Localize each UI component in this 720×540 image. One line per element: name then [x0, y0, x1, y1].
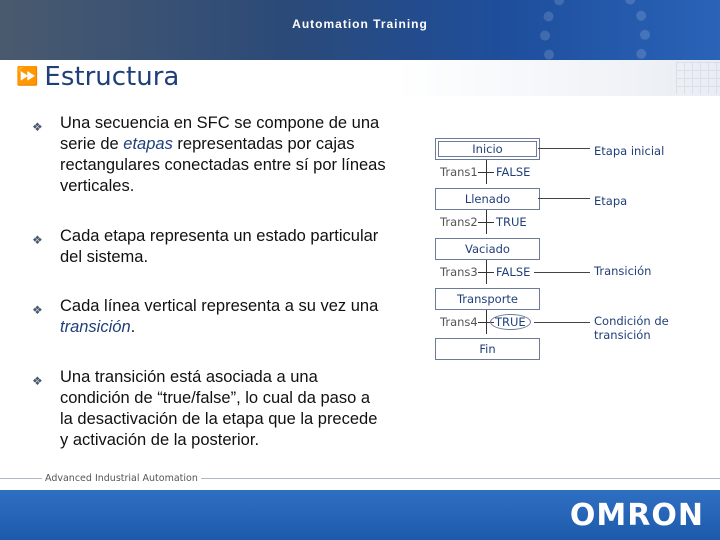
callout-pointer: [534, 322, 590, 323]
sfc-step-inicio: Inicio: [435, 138, 540, 160]
sfc-step-vaciado: Vaciado: [435, 238, 540, 260]
callout-pointer: [534, 272, 590, 273]
transition-condition: FALSE: [496, 165, 531, 179]
footer-label: Advanced Industrial Automation: [42, 473, 201, 484]
omron-logo: OMRON: [569, 498, 704, 533]
sfc-step-llenado: Llenado: [435, 188, 540, 210]
bullet-emphasis: transición: [60, 318, 131, 336]
transition-name: Trans3: [440, 265, 478, 279]
transition-condition: TRUE: [496, 215, 527, 229]
grid-decoration: [676, 62, 720, 94]
transition-condition: FALSE: [496, 265, 531, 279]
callout-initial-step: Etapa inicial: [594, 144, 665, 158]
sfc-transition-bar: [478, 222, 494, 223]
diamond-bullet-icon: ❖: [32, 120, 43, 134]
footer-bar: [0, 490, 720, 540]
bullet-emphasis: etapas: [123, 135, 173, 153]
bullet-text: Cada etapa representa un estado particular del sistema.: [60, 227, 379, 266]
sfc-diagram: [420, 130, 710, 370]
bullet-text: Una secuencia en SFC se compone de una serie de: [60, 114, 380, 153]
callout-pointer: [538, 148, 590, 149]
transition-name: Trans1: [440, 165, 478, 179]
bullet-item: [32, 296, 387, 367]
bullet-item: [32, 226, 387, 296]
sfc-step-fin: Fin: [435, 338, 540, 360]
sfc-transition-bar: [478, 172, 494, 173]
diamond-bullet-icon: ❖: [32, 374, 43, 388]
callout-pointer: [538, 198, 590, 199]
diamond-bullet-icon: ❖: [32, 303, 43, 317]
transition-condition: TRUE: [490, 314, 531, 330]
transition-name: Trans2: [440, 215, 478, 229]
transition-name: Trans4: [440, 315, 478, 329]
bullet-text: representadas por cajas rectangulares conectadas entre sí por líneas verticales.: [60, 135, 386, 195]
slide-heading-text: Estructura: [44, 62, 180, 92]
slide-heading: [16, 62, 179, 92]
bullet-text: Una transición está asociada a una condición de “true/false”, lo cual da paso a la desactivación de la etapa que la precede y activación de la posterior.: [60, 368, 378, 449]
bullet-item: [32, 113, 387, 226]
callout-step: Etapa: [594, 194, 628, 208]
callout-transition: Transición: [594, 264, 652, 278]
banner-title: Automation Training: [292, 17, 428, 31]
diamond-bullet-icon: ❖: [32, 233, 43, 247]
sfc-step-transporte: Transporte: [435, 288, 540, 310]
bullet-list: [32, 113, 387, 451]
double-arrow-right-icon: ⏩: [16, 66, 39, 87]
top-banner: [0, 0, 720, 60]
callout-condition: Condición de transición: [594, 314, 669, 342]
bullet-item: [32, 367, 387, 451]
sfc-transition-bar: [478, 272, 494, 273]
bullet-text: Cada línea vertical representa a su vez una: [60, 297, 379, 315]
bullet-text: .: [130, 318, 136, 336]
